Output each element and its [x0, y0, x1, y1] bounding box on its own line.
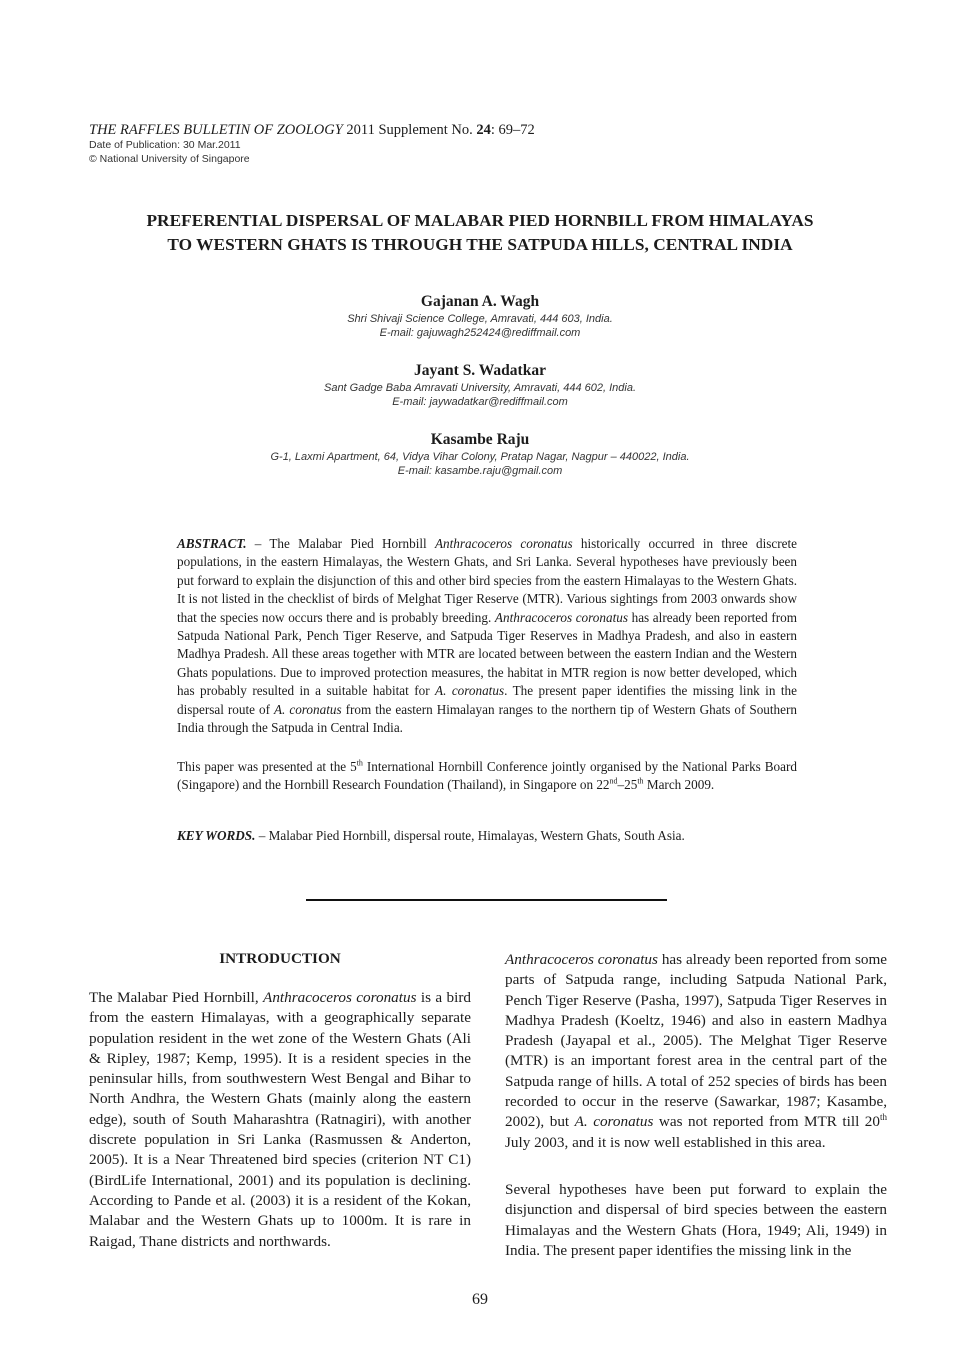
paper-title: [90, 209, 870, 257]
author-name: Jayant S. Wadatkar: [414, 362, 546, 379]
author-name: Kasambe Raju: [430, 431, 530, 448]
author-affiliation: Shri Shivaji Science College, Amravati, 444 603, India.: [347, 313, 613, 325]
keywords: [177, 827, 797, 845]
species-name: A. coronatus: [574, 1113, 654, 1131]
title-line-2: TO WESTERN GHATS IS THROUGH THE SATPUDA HILLS, CENTRAL INDIA: [167, 235, 793, 254]
species-name: Anthracoceros coronatus: [494, 609, 628, 625]
author-block-2: [90, 361, 870, 409]
abstract-text: has already been reported from Satpuda National Park, Pench Tiger Reserve, and Satpuda Tiger Reserves in Madhya Pradesh, and also in eastern Madhya Pradesh. All these areas together with MTR are located between between the eastern Indian and the Western Ghats populations. Due to improved protection measures, the habitat in MTR region is now better developed, which has probably resulted in a suitable habitat for: [177, 609, 797, 699]
body-text: The Malabar Pied Hornbill,: [89, 989, 264, 1006]
abstract-text: from the eastern Himalayan ranges to the northern tip of Western Ghats of Southern India through the Satpuda in Central India.: [177, 701, 797, 736]
journal-citation: [89, 122, 535, 138]
intro-paragraph-3: Several hypotheses have been put forward to explain the disjunction and dispersal of bird species between the eastern Himalayas and the Western Ghats (Hora, 1949; Ali, 1949) in India. The present paper identifies the missing link in the: [505, 1181, 887, 1259]
body-text: July 2003, and it is now well established in this area.: [505, 1133, 826, 1151]
keywords-text: – Malabar Pied Hornbill, dispersal route, Himalayas, Western Ghats, South Asia.: [255, 828, 685, 843]
abstract: [177, 535, 797, 737]
title-line-1: PREFERENTIAL DISPERSAL OF MALABAR PIED HORNBILL FROM HIMALAYAS: [146, 211, 814, 230]
ordinal-suffix: th: [880, 1112, 888, 1123]
species-name: Anthracoceros coronatus: [505, 951, 658, 968]
supplement-number: 24: [476, 122, 491, 138]
abstract-label: ABSTRACT.: [177, 536, 247, 551]
note-text: International Hornbill Conference jointly organised by the National Parks Board (Singapore) and the Hornbill Research Foundation (Thailand), in Singapore on 22: [177, 759, 797, 793]
species-name: A. coronatus: [273, 701, 342, 717]
author-name: Gajanan A. Wagh: [420, 293, 540, 310]
ordinal-suffix: nd: [609, 777, 618, 787]
abstract-text: . The present paper identifies the missing link in the dispersal route of: [177, 683, 797, 717]
author-email: E-mail: kasambe.raju@gmail.com: [397, 465, 563, 477]
page-number: 69: [472, 1291, 488, 1308]
author-affiliation: Sant Gadge Baba Amravati University, Amravati, 444 602, India.: [323, 382, 637, 394]
intro-paragraph-2: [505, 950, 887, 1153]
body-text: has already been reported from some parts of Satpuda range, including Satpuda National Park, Pench Tiger Reserve (Pasha, 1997), Satpuda Tiger Reserves in Madhya Pradesh (Koeltz, 1946) and also in eastern Madhya Pradesh (Jayapal et al., 2005). The Melghat Tiger Reserve (MTR) is an important forest area in the central part of the Satpuda range of hills. A total of 252 species of birds has been recorded to occur in the reserve (Sawarkar, 1987; Kasambe, 2002), but: [505, 951, 888, 1131]
species-name: A. coronatus: [435, 683, 505, 699]
journal-pages: : 69–72: [490, 122, 535, 138]
body-text: was not reported from MTR till 20: [653, 1113, 880, 1131]
note-text: –25: [617, 777, 638, 793]
abstract-text: historically occurred in three discrete populations, in the eastern Himalayas, the Western Ghats, and Sri Lanka. Several hypotheses have previously been put forward to explain the disjunction of this and other bird species from the eastern Himalayas to the Western Ghats. It is not listed in the checklist of birds of Melghat Tiger Reserve (MTR). Various sightings from 2003 onwards show that the species now occurs there and is probably breeding.: [177, 536, 797, 625]
author-affiliation: G-1, Laxmi Apartment, 64, Vidya Vihar Colony, Pratap Nagar, Nagpur – 440022, India.: [270, 451, 690, 463]
abstract-text: – The Malabar Pied Hornbill: [246, 536, 435, 551]
keywords-label: KEY WORDS.: [177, 828, 256, 843]
journal-name: THE RAFFLES BULLETIN OF ZOOLOGY: [89, 122, 343, 138]
species-name: Anthracoceros coronatus: [434, 536, 573, 551]
ordinal-suffix: th: [356, 758, 363, 768]
note-text: This paper was presented at the 5: [177, 759, 357, 774]
body-text: is a bird from the eastern Himalayas, with a geographically separate population resident in the wet zone of the Western Ghats (Ali & Ripley, 1987; Kemp, 1995). It is a resident species in the peninsular hills, from southwestern West Bengal and Bihar to North Andhra, the Western Ghats (mainly along the eastern edge), south of South Maharashtra (Ratnagiri), with another discrete population in Sri Lanka (Rasmussen & Anderton, 2005). It is a Near Threatened bird species (criterion NT C1) (BirdLife International, 2001) and its population is declining. According to Pande et al. (2003) it is a resident of the Kokan, Malabar and the Western Ghats up to 1000m. It is rare in Raigad, Thane districts and northwards.: [89, 989, 471, 1250]
journal-supplement: 2011 Supplement No.: [342, 122, 477, 138]
note-text: March 2009.: [643, 777, 715, 793]
author-block-3: [90, 430, 870, 478]
species-name: Anthracoceros coronatus: [263, 989, 417, 1006]
publication-date: Date of Publication: 30 Mar.2011: [89, 139, 241, 151]
ordinal-suffix: th: [637, 777, 644, 787]
author-email: E-mail: gajuwagh252424@rediffmail.com: [379, 327, 581, 339]
section-heading: INTRODUCTION: [219, 950, 341, 967]
intro-paragraph-1: [89, 988, 471, 1252]
section-divider: [306, 899, 667, 901]
copyright-line: © National University of Singapore: [89, 153, 250, 165]
author-email: E-mail: jaywadatkar@rediffmail.com: [392, 396, 568, 408]
author-block-1: [90, 292, 870, 340]
conference-note: [177, 758, 797, 795]
